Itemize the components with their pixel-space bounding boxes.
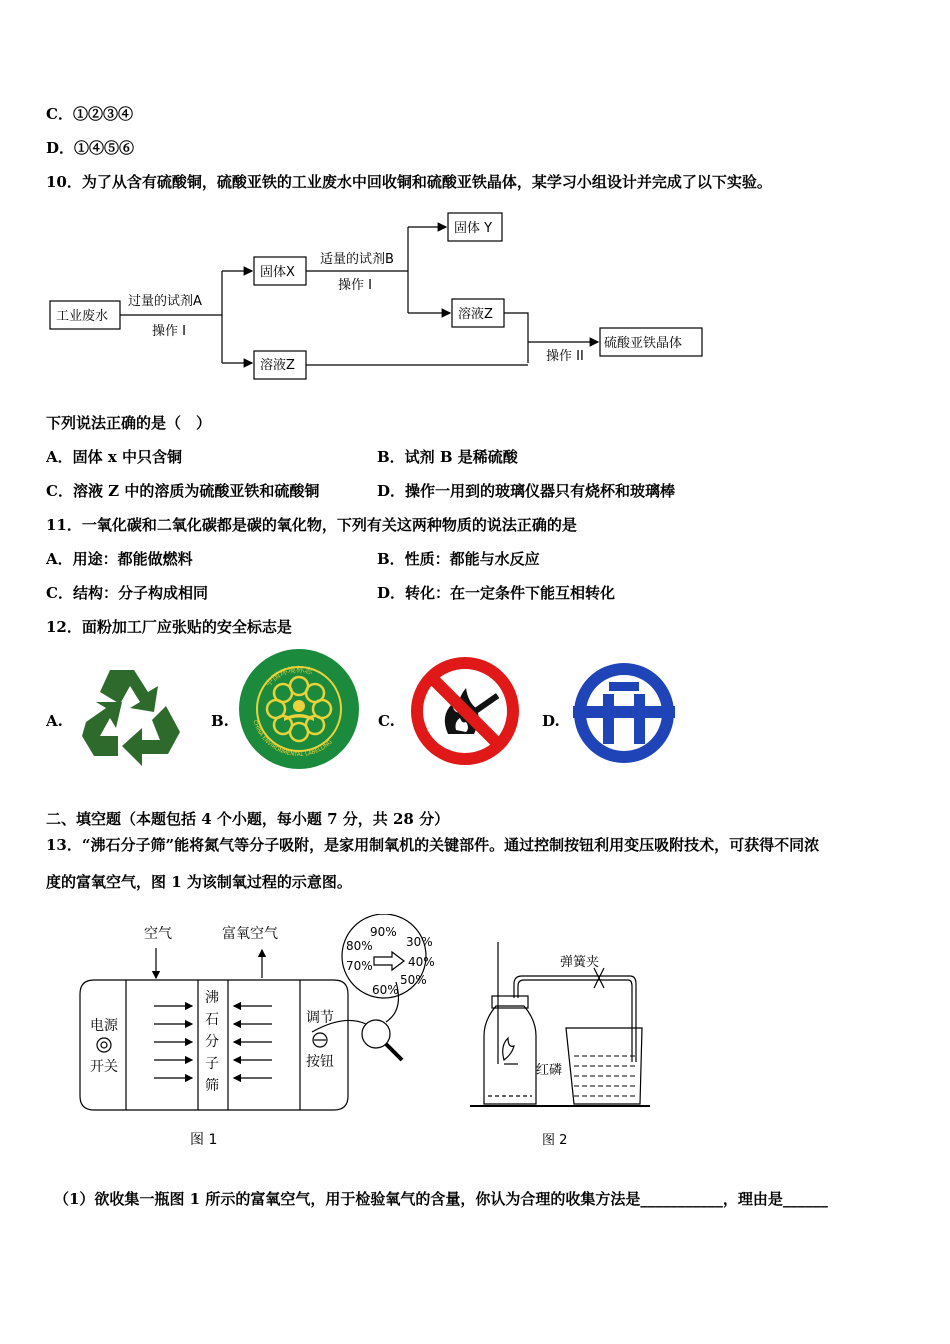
dial-60: 60% xyxy=(372,983,399,997)
q10-option-b: B．试剂 B 是稀硫酸 xyxy=(377,448,518,466)
op2-label: 操作 II xyxy=(546,349,584,364)
crystal-label: 硫酸亚铁晶体 xyxy=(604,336,683,351)
q10-stem: 10．为了从含有硫酸铜，硫酸亚铁的工业废水中回收铜和硫酸亚铁晶体，某学习小组设计并完成了以下实验。 xyxy=(46,173,772,191)
q9-option-c: C．①②③④ xyxy=(46,105,133,123)
q11-option-d: D．转化：在一定条件下能互相转化 xyxy=(377,584,616,602)
reagent-a-label: 过量的试剂A xyxy=(128,294,202,309)
q12-label-b: B. xyxy=(211,712,229,730)
figure-1-caption: 图 1 xyxy=(190,1132,218,1148)
op1-b-label: 操作 I xyxy=(338,278,372,293)
solution-z-top-label: 溶液Z xyxy=(458,307,493,322)
env-label-cn-text: 中国环境标志 xyxy=(263,664,314,689)
adjust-label-2: 按钮 xyxy=(306,1054,334,1070)
spring-clamp-icon xyxy=(594,968,604,988)
dial-40: 40% xyxy=(408,955,435,969)
air-label: 空气 xyxy=(144,926,172,942)
waste-water-label: 工业废水 xyxy=(56,309,109,324)
flame-icon xyxy=(503,1038,514,1060)
rich-air-label: 富氧空气 xyxy=(222,926,278,942)
power-label-1: 电源 xyxy=(90,1018,118,1034)
q10-option-c: C．溶液 Z 中的溶质为硫酸亚铁和硫酸铜 xyxy=(46,482,320,500)
magnifier-icon xyxy=(362,1020,390,1048)
red-phosphorus-label: 红磷 xyxy=(536,1063,563,1078)
sieve-char-4: 子 xyxy=(205,1056,219,1072)
spring-clamp-label: 弹簧夹 xyxy=(560,955,600,970)
q13-sub1: （1）欲收集一瓶图 1 所示的富氧空气，用于检验氧气的含量，你认为合理的收集方法是___________，理由是______ xyxy=(54,1190,828,1208)
dial-80: 80% xyxy=(346,939,373,953)
power-label-2: 开关 xyxy=(90,1059,118,1075)
q11-option-c: C．结构：分子构成相同 xyxy=(46,584,208,602)
power-switch-icon xyxy=(97,1038,111,1052)
figure-1-oxygen-generator xyxy=(74,914,454,1154)
reagent-b-label: 适量的试剂B xyxy=(320,252,394,267)
dial-90: 90% xyxy=(370,925,397,939)
op1-a-label: 操作 I xyxy=(152,324,186,339)
sieve-char-3: 分 xyxy=(205,1034,219,1050)
dial-50: 50% xyxy=(400,973,427,987)
q10-option-a: A．固体 x 中只含铜 xyxy=(46,448,183,466)
q11-option-a: A．用途：都能做燃料 xyxy=(46,550,193,568)
figure-2-red-phosphorus-apparatus xyxy=(470,936,660,1156)
solid-y-label: 固体 Y xyxy=(454,221,493,236)
q12-label-a: A. xyxy=(46,712,63,730)
section2-heading: 二、填空题（本题包括 4 个小题，每小题 7 分，共 28 分） xyxy=(46,810,450,828)
sieve-char-5: 筛 xyxy=(205,1078,219,1094)
dial-30: 30% xyxy=(406,935,433,949)
solution-z-bottom-label: 溶液Z xyxy=(260,358,295,373)
q13-stem-line1: 13．“沸石分子筛”能将氮气等分子吸附，是家用制氧机的关键部件。通过控制按钮利用变压吸附技术，可获得不同浓 xyxy=(46,836,820,854)
sieve-char-1: 沸 xyxy=(205,990,219,1006)
dial-70: 70% xyxy=(346,959,373,973)
env-label-en-text: CHINA ENVIRONMENTAL LABELLING xyxy=(251,719,334,759)
metro-icon xyxy=(573,662,675,764)
q10-flowchart xyxy=(40,205,720,385)
adjust-label-1: 调节 xyxy=(306,1010,334,1026)
q11-stem: 11．一氧化碳和二氧化碳都是碳的氧化物，下列有关这两种物质的说法正确的是 xyxy=(46,516,577,534)
figure-2-caption: 图 2 xyxy=(542,1133,568,1148)
environmental-label-icon xyxy=(238,648,360,770)
no-open-flame-icon xyxy=(410,656,520,766)
q12-stem: 12．面粉加工厂应张贴的安全标志是 xyxy=(46,618,292,636)
solid-x-label: 固体X xyxy=(260,265,295,280)
q10-question: 下列说法正确的是（ ） xyxy=(46,414,212,432)
q10-option-d: D．操作一用到的玻璃仪器只有烧杯和玻璃棒 xyxy=(377,482,676,500)
recycle-icon xyxy=(76,662,186,770)
q9-option-d: D．①④⑤⑥ xyxy=(46,139,135,157)
q12-label-c: C. xyxy=(378,712,395,730)
q12-label-d: D. xyxy=(542,712,560,730)
q13-stem-line2: 度的富氧空气，图 1 为该制氧过程的示意图。 xyxy=(46,873,352,891)
sieve-char-2: 石 xyxy=(205,1012,219,1028)
q11-option-b: B．性质：都能与水反应 xyxy=(377,550,540,568)
